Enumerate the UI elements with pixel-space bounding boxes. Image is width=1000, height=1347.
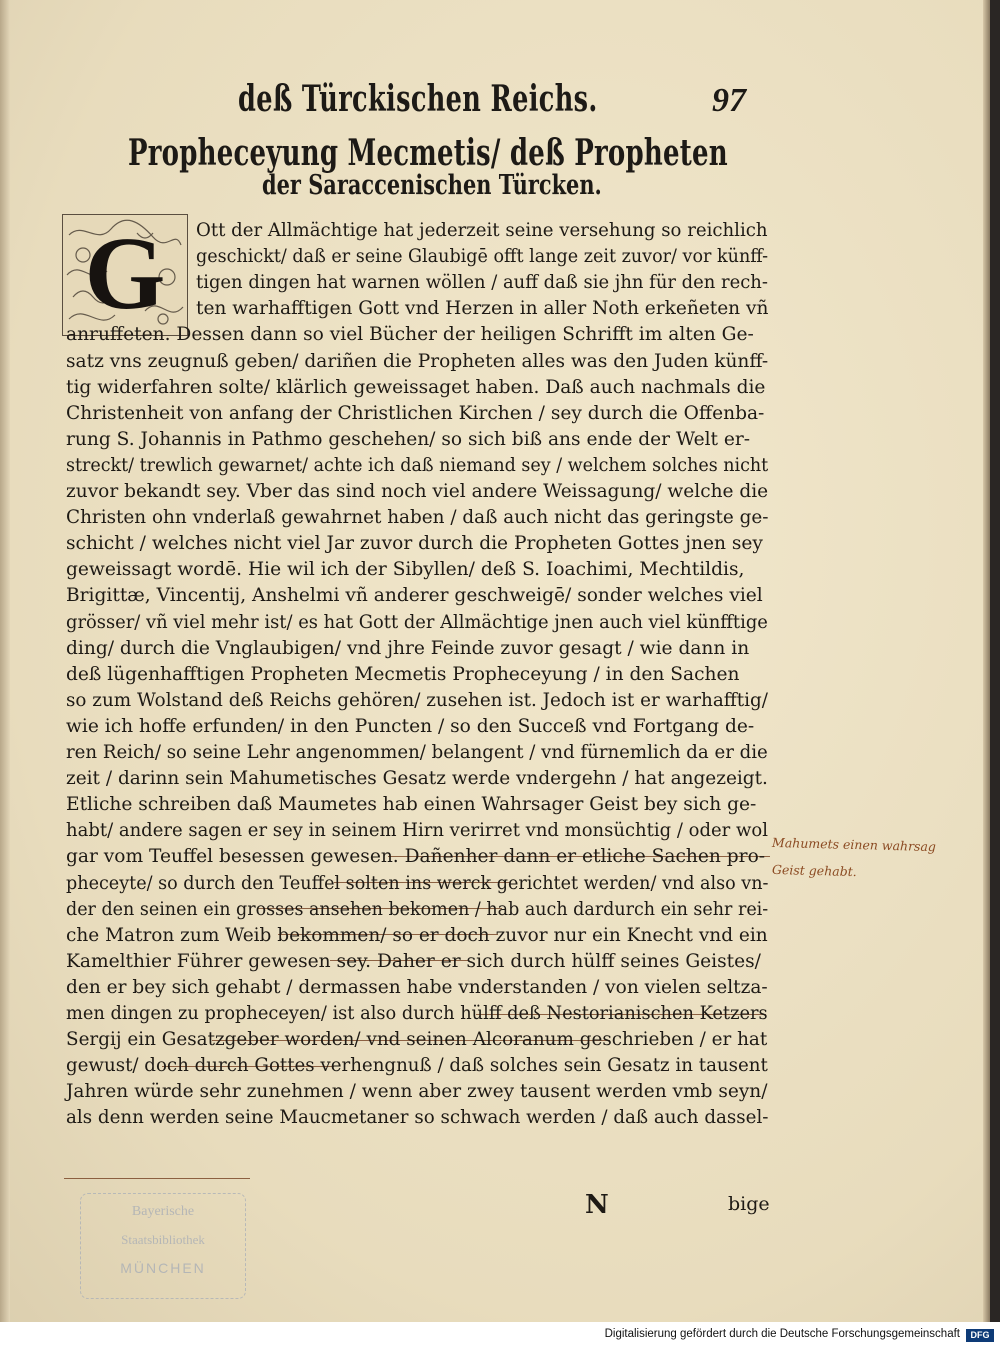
library-stamp (80, 1193, 246, 1299)
text-line: wie ich hoffe erfunden/ in den Puncten / so den Succeß vnd Fortgang de- (66, 715, 755, 737)
text-line: men dingen zu propheceyen/ ist also durch hülff deß Nestorianischen Ketzers (66, 1003, 768, 1024)
text-line: rung S. Johannis in Pathmo geschehen/ so sich biß ans ende der Welt er- (66, 428, 751, 450)
margin-annotation-line1: Mahumets einen wahrsag (771, 834, 937, 855)
margin-annotation-line2: Geist gehabt. (771, 861, 857, 880)
stamp-text-line3: MÜNCHEN (120, 1260, 206, 1276)
chapter-subtitle: der Saraccenischen Türcken. (262, 170, 602, 201)
stamp-text-line1: Bayerische (131, 1204, 195, 1219)
text-line: zeit / darinn sein Mahumetisches Gesatz werde vndergehn / hat angezeigt. (66, 768, 768, 790)
text-line: Sergij ein Gesatzgeber worden/ vnd seinen Alcoranum geschrieben / er hat (66, 1029, 768, 1051)
text-line: gewust/ doch durch Gottes verhengnuß / daß solches sein Gesatz in tausent (66, 1055, 768, 1077)
text-line: ren Reich/ so seine Lehr angenommen/ belangent / vnd fürnemlich da er die (66, 742, 768, 763)
text-line: Christenheit von anfang der Christlichen Kirchen / sey durch die Offenba- (66, 402, 765, 424)
text-line: gar vom Teuffel besessen gewesen. Dañenher dann er etliche Sachen pro- (66, 846, 766, 868)
text-line: Jahren würde sehr zunehmen / wenn aber zwey tausent werden vmb seyn/ (66, 1081, 768, 1103)
text-line: Brigittæ, Vincentij, Anshelmi vñ anderer geschweigē/ sonder welches viel (66, 585, 763, 607)
page-number: 97 (712, 82, 746, 119)
text-line: Etliche schreiben daß Maumetes hab einen Wahrsager Geist bey sich ge- (66, 794, 757, 816)
decorated-initial (62, 214, 188, 336)
text-line: tigen dingen hat warnen wöllen / auff daß sie jhn für den rech- (196, 272, 768, 294)
initial-letter: G (84, 216, 166, 331)
text-line: tig widerfahren solte/ klärlich geweissaget haben. Daß auch nachmals die (66, 376, 766, 398)
stamp-text-line2: Staatsbibliothek (121, 1232, 205, 1247)
text-line: Ott der Allmächtige hat jederzeit seine versehung so reichlich (196, 220, 768, 241)
text-line: satz vns zeugnuß geben/ dariñen die Propheten alles was den Juden künff- (66, 350, 769, 372)
catchword: bige (728, 1193, 770, 1215)
text-line: geweissagt wordē. Hie wil ich der Sibyllen/ deß S. Ioachimi, Mechtildis, (66, 559, 745, 581)
signature-mark: N (585, 1190, 609, 1220)
text-line: als denn werden seine Maucmetaner so schwach werden / daß auch dassel- (66, 1107, 769, 1129)
chapter-title: Propheceyung Mecmetis/ deß Propheten (128, 132, 728, 174)
text-line: geschickt/ daß er seine Glaubigē offt lange zeit zuvor/ vor künff- (196, 246, 769, 268)
text-line: so zum Wolstand deß Reichs gehören/ zusehen ist. Jedoch ist er warhafftig/ (66, 689, 768, 711)
text-line: streckt/ trewlich gewarnet/ achte ich daß niemand sey / welchem solches nicht (66, 454, 769, 476)
text-line: Christen ohn vnderlaß gewahrnet haben / daß auch nicht das geringste ge- (66, 507, 769, 529)
text-line: habt/ andere sagen er sey in seinem Hirn verirret vnd monsüchtig / oder wol (66, 820, 769, 842)
running-head: deß Türckischen Reichs. (238, 78, 598, 120)
text-line: der den seinen ein grosses ansehen bekomen / hab auch dardurch ein sehr rei- (66, 898, 769, 920)
text-line: ding/ durch die Vnglaubigen/ vnd jhre Feinde zuvor gesagt / wie dann in (66, 637, 750, 659)
text-line: den er bey sich gehabt / dermassen habe vnderstanden / von vielen seltza- (66, 976, 768, 998)
text-line: ten warhafftigen Gott vnd Herzen in aller Noth erkeñeten vñ (196, 298, 769, 320)
handwritten-strikethrough (64, 1178, 250, 1179)
text-line: schicht / welches nicht viel Jar zuvor durch die Propheten Gottes jnen sey (66, 533, 763, 555)
text-line: che Matron zum Weib bekommen/ so er doch zuvor nur ein Knecht vnd ein (66, 924, 768, 946)
page-edge (983, 0, 990, 1322)
text-line: anruffeten. Dessen dann so viel Bücher der heiligen Schrifft im alten Ge- (66, 324, 754, 346)
funding-credit: Digitalisierung gefördert durch die Deutsche Forschungsgemeinschaft (604, 1328, 960, 1340)
text-line: pheceyte/ so durch den Teuffel solten ins werck gerichtet werden/ vnd also vn- (66, 872, 769, 894)
text-line: deß lügenhafftigen Propheten Mecmetis Propheceyung / in den Sachen (66, 663, 740, 685)
binding-edge (0, 0, 10, 1322)
dfg-logo-icon: DFG (966, 1329, 994, 1342)
text-line: zuvor bekandt sey. Vber das sind noch viel andere Weissagung/ welche die (66, 481, 769, 502)
text-line: grösser/ vñ viel mehr ist/ es hat Gott der Allmächtige jnen auch viel künfftige (66, 611, 768, 633)
text-line: Kamelthier Führer gewesen sey. Daher er sich durch hülff seines Geistes/ (66, 950, 761, 972)
